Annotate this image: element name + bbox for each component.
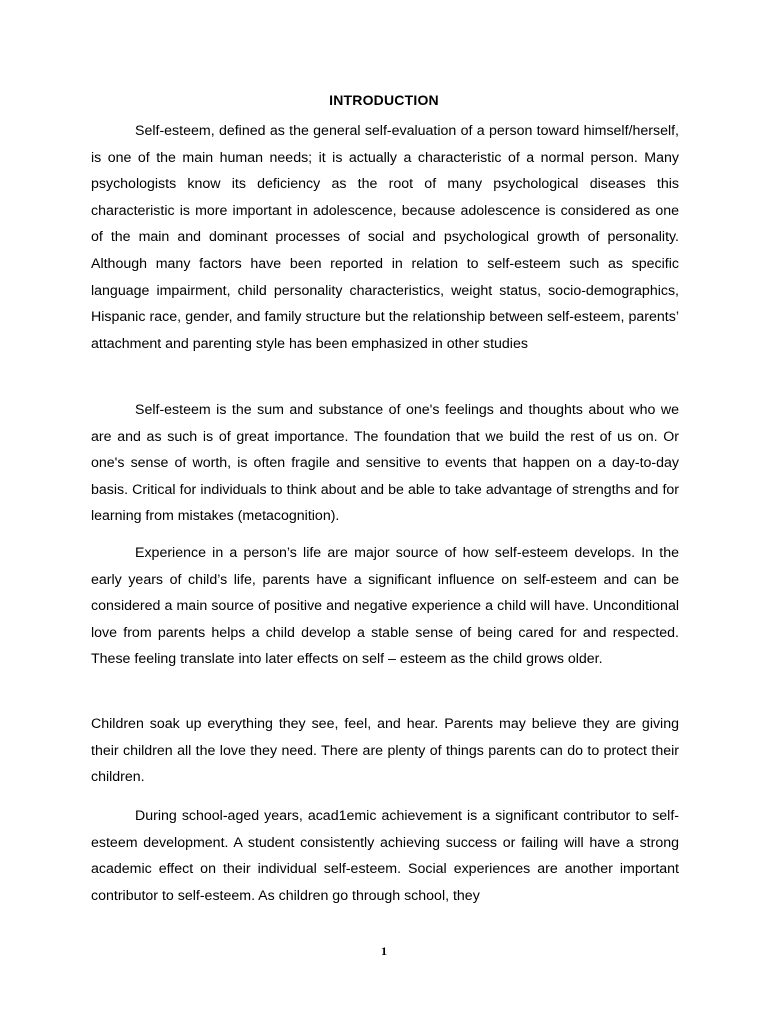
paragraph-4: Children soak up everything they see, feel, and hear. Parents may believe they are giving their children all the love they need. There are plenty of things parents can do to protect their children. — [91, 716, 679, 786]
section-heading: INTRODUCTION — [329, 92, 439, 108]
paragraph-1: Self-esteem, defined as the general self-evaluation of a person toward himself/herself, is one of the main human needs; it is actually a characteristic of a normal person. Many psychologists know its deficiency as the root of many psychological diseases this characteristic is more important in adolescence, because adolescence is considered as one of the main and dominant processes of social and psychological growth of personality. Although many factors have been reported in relation to self-esteem such as specific language impairment, child personality characteristics, weight status, socio-demographics, Hispanic race, gender, and family structure but the relationship between self-esteem, parents’ attachment and parenting style has been emphasized in other studies — [91, 123, 679, 352]
paragraph-2: Self-esteem is the sum and substance of one's feelings and thoughts about who we are and as such is of great importance. The foundation that we build the rest of us on. Or one's sense of worth, is often fragile and sensitive to events that happen on a day-to-day basis. Critical for individuals to think about and be able to take advantage of strengths and for learning from mistakes (metacognition). — [91, 402, 679, 525]
paragraph-3: Experience in a person’s life are major source of how self-esteem develops. In the early years of child’s life, parents have a significant influence on self-esteem and can be considered a main source of positive and negative experience a child will have. Unconditional love from parents helps a child develop a stable sense of being cared for and respected. These feeling translate into later effects on self – esteem as the child grows older. — [91, 545, 679, 668]
page-number: 1 — [381, 944, 387, 958]
paragraph-5: During school-aged years, acad1emic achievement is a significant contributor to self-esteem development. A student consistently achieving success or failing will have a strong academic effect on their individual self-esteem. Social experiences are another important contributor to self-esteem. As children go through school, they — [91, 808, 679, 904]
